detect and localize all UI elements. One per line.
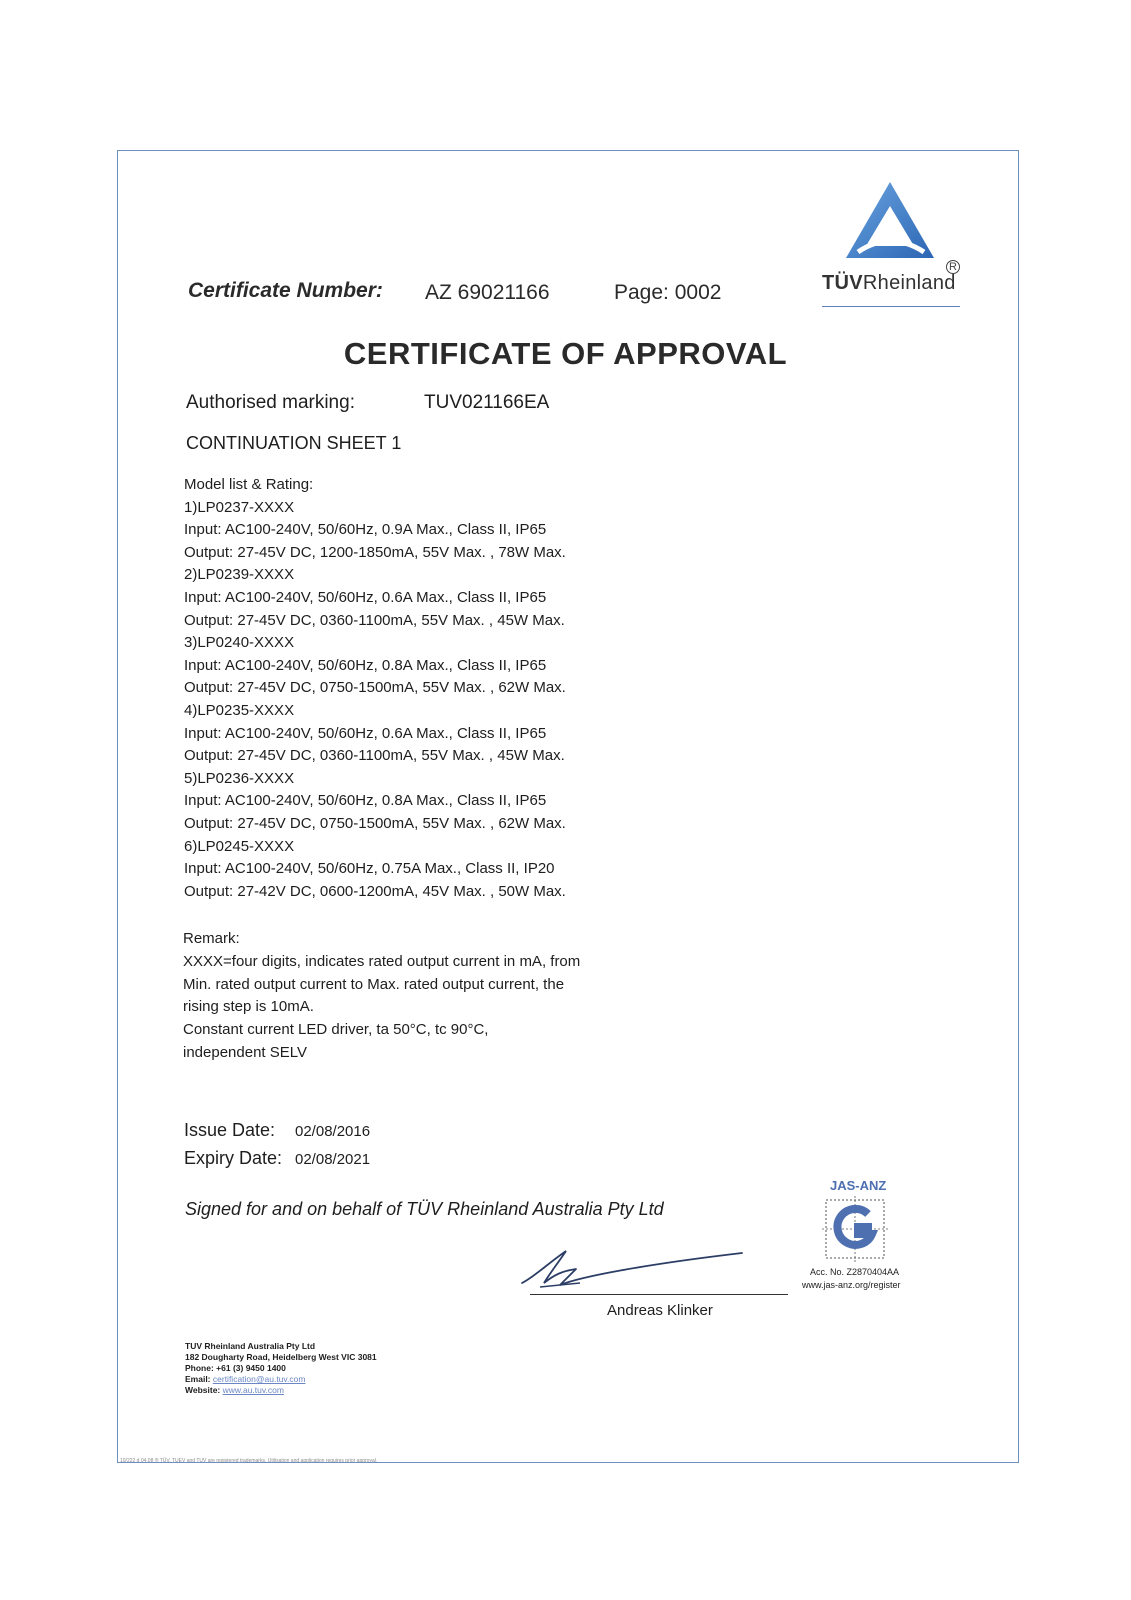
fine-print: 10/222 d 04.08 ® TÜV, TUEV and TUV are registered trademarks. Utilisation and application requires prior approval.: [120, 1458, 378, 1464]
model-output: Output: 27-45V DC, 0750-1500mA, 55V Max. , 62W Max.: [184, 814, 566, 832]
model-name: 3)LP0240-XXXX: [184, 634, 295, 652]
model-name: 6)LP0245-XXXX: [184, 837, 295, 855]
authorised-marking-value: TUV021166EA: [424, 392, 550, 413]
remark-line: rising step is 10mA.: [183, 998, 314, 1016]
footer-website-link[interactable]: www.au.tuv.com: [222, 1385, 284, 1395]
jas-anz-website: www.jas-anz.org/register: [802, 1280, 901, 1290]
remark-line: independent SELV: [183, 1043, 307, 1061]
tuv-rheinland-wordmark: TÜVRheinland: [822, 272, 956, 294]
footer-company: TUV Rheinland Australia Pty Ltd: [185, 1341, 316, 1351]
expiry-date-label: Expiry Date:: [184, 1148, 283, 1168]
jas-anz-title: JAS-ANZ: [830, 1178, 887, 1193]
jas-anz-mark-icon: [822, 1196, 888, 1262]
model-name: 2)LP0239-XXXX: [184, 566, 295, 584]
model-input: Input: AC100-240V, 50/60Hz, 0.8A Max., Class II, IP65: [184, 792, 547, 810]
model-output: Output: 27-45V DC, 0360-1100mA, 55V Max. , 45W Max.: [184, 747, 565, 765]
tuv-rheinland-logo: [820, 180, 965, 315]
remark-section: [183, 928, 580, 1065]
document-title: CERTIFICATE OF APPROVAL: [343, 336, 788, 371]
model-input: Input: AC100-240V, 50/60Hz, 0.6A Max., Class II, IP65: [184, 724, 547, 742]
expiry-date-value: 02/08/2021: [295, 1151, 371, 1168]
certificate-number: AZ 69021166: [425, 281, 550, 304]
signature-icon: [520, 1243, 750, 1293]
jas-anz-accreditation-number: Acc. No. Z2870404AA: [810, 1267, 900, 1277]
footer-address: 182 Dougharty Road, Heidelberg West VIC 3081: [185, 1352, 377, 1362]
model-list-heading: Model list & Rating:: [184, 476, 314, 493]
continuation-sheet: CONTINUATION SHEET 1: [186, 433, 402, 453]
registered-mark: R: [946, 260, 960, 274]
footer-email-label: Email:: [185, 1374, 211, 1384]
model-input: Input: AC100-240V, 50/60Hz, 0.9A Max., Class II, IP65: [184, 521, 547, 539]
model-output: Output: 27-45V DC, 0360-1100mA, 55V Max. , 45W Max.: [184, 611, 565, 629]
tuv-triangle-icon: [844, 180, 936, 260]
jas-anz-accreditation: [800, 1178, 920, 1293]
company-footer: [185, 1341, 377, 1396]
footer-website-label: Website:: [185, 1385, 221, 1395]
model-input: Input: AC100-240V, 50/60Hz, 0.6A Max., Class II, IP65: [184, 588, 547, 606]
footer-phone: Phone: +61 (3) 9450 1400: [185, 1363, 286, 1373]
remark-line: XXXX=four digits, indicates rated output current in mA, from: [183, 952, 581, 970]
signatory-name: Andreas Klinker: [607, 1302, 713, 1319]
model-output: Output: 27-42V DC, 0600-1200mA, 45V Max. , 50W Max.: [184, 882, 566, 900]
model-input: Input: AC100-240V, 50/60Hz, 0.8A Max., Class II, IP65: [184, 656, 547, 674]
model-input: Input: AC100-240V, 50/60Hz, 0.75A Max., Class II, IP20: [184, 860, 555, 878]
model-output: Output: 27-45V DC, 0750-1500mA, 55V Max. , 62W Max.: [184, 679, 566, 697]
model-name: 1)LP0237-XXXX: [184, 498, 295, 516]
model-name: 4)LP0235-XXXX: [184, 701, 295, 719]
signature-line: [530, 1294, 788, 1295]
footer-email-link[interactable]: certification@au.tuv.com: [212, 1374, 306, 1384]
authorised-marking-label: Authorised marking:: [186, 392, 355, 413]
model-output: Output: 27-45V DC, 1200-1850mA, 55V Max. , 78W Max.: [184, 543, 566, 561]
page-number: Page: 0002: [614, 281, 722, 304]
certificate-number-label: Certificate Number:: [188, 279, 383, 302]
issue-date-label: Issue Date:: [184, 1120, 276, 1140]
model-list: [184, 474, 566, 903]
signed-on-behalf: Signed for and on behalf of TÜV Rheinland Australia Pty Ltd: [185, 1199, 664, 1219]
logo-underline: [822, 306, 960, 307]
remark-line: Constant current LED driver, ta 50°C, tc 90°C,: [183, 1021, 489, 1039]
remark-heading: Remark:: [183, 930, 240, 947]
remark-line: Min. rated output current to Max. rated output current, the: [183, 975, 565, 993]
issue-date-value: 02/08/2016: [295, 1123, 371, 1140]
model-name: 5)LP0236-XXXX: [184, 769, 295, 787]
